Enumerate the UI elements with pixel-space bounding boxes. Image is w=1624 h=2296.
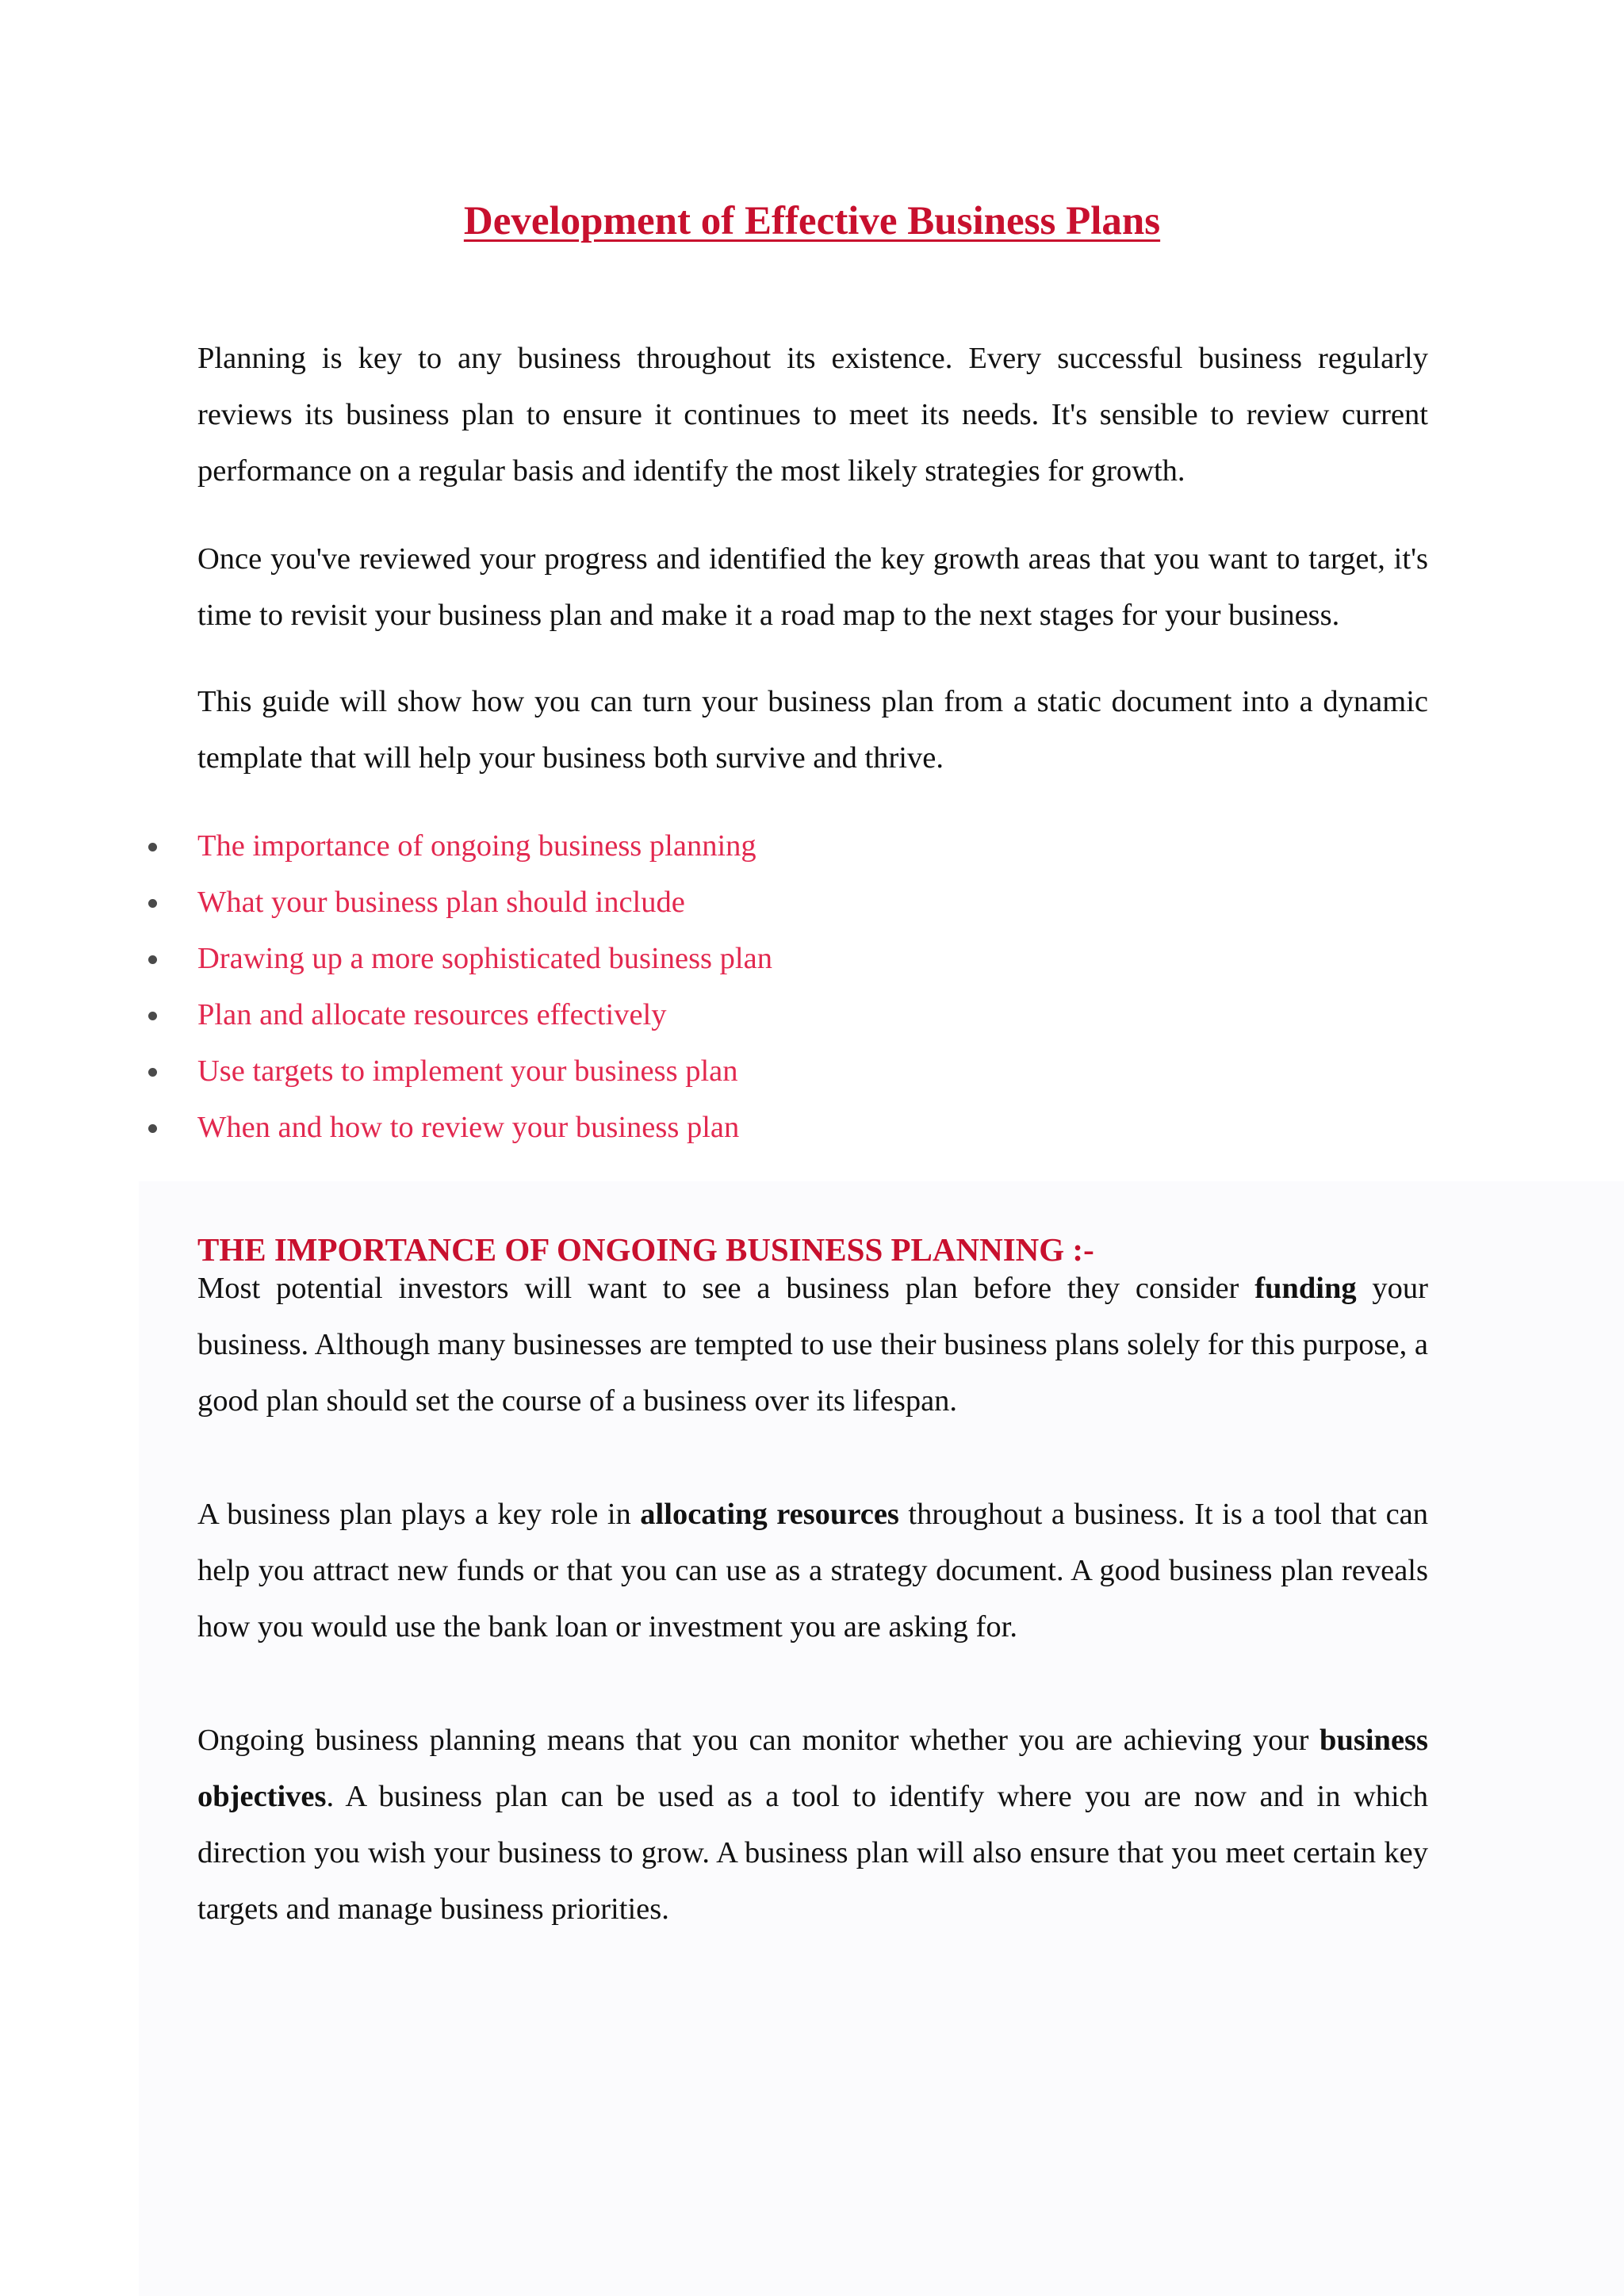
topic-link-review-plan[interactable]: When and how to review your business plan [197, 1111, 740, 1144]
section-paragraph-3 [197, 1712, 1428, 1938]
intro-paragraph-1: Planning is key to any business throughout its existence. Every successful business regularly reviews its business plan to ensure it continues to meet its needs. It's sensible to review current performance on a regular basis and identify the most likely strategies for growth. [197, 342, 1428, 488]
section-paragraph-1 [197, 1261, 1428, 1429]
text-run: your business. Although many businesses are tempted to use their business plans solely for this purpose, a good plan should set the course of a business over its lifespan. [197, 1272, 1428, 1418]
bold-term-allocating-resources: allocating resources [640, 1498, 899, 1531]
text-run: throughout a business. It is a tool that can help you attract new funds or that you can use as a strategy document. A good business plan reveals how you would use the bank loan or investment you are asking for. [197, 1498, 1429, 1644]
intro-paragraph-3: This guide will show how you can turn your business plan from a static document into a dynamic template that will help your business both survive and thrive. [197, 685, 1428, 775]
bold-term-funding: funding [1254, 1272, 1357, 1305]
bullet-icon [148, 1068, 157, 1077]
bold-term-business-objectives: business objectives [197, 1724, 1428, 1813]
section-paragraph-2 [197, 1487, 1428, 1655]
topic-link-allocate-resources[interactable]: Plan and allocate resources effectively [197, 998, 667, 1031]
bullet-icon [148, 1012, 157, 1020]
text-run: Ongoing business planning means that you can monitor whether you are achieving your [197, 1724, 1320, 1757]
topic-link-importance[interactable]: The importance of ongoing business planning [197, 829, 756, 863]
section-heading: THE IMPORTANCE OF ONGOING BUSINESS PLANNING :- [197, 1231, 1094, 1268]
topic-link-use-targets[interactable]: Use targets to implement your business plan [197, 1054, 738, 1088]
topic-link-sophisticated-plan[interactable]: Drawing up a more sophisticated business plan [197, 942, 772, 975]
document-title: Development of Effective Business Plans [463, 199, 1161, 243]
topic-link-what-to-include[interactable]: What your business plan should include [197, 886, 685, 919]
bullet-icon [148, 843, 157, 851]
text-run: A business plan plays a key role in [197, 1498, 641, 1531]
bullet-icon [148, 955, 157, 964]
text-run: . A business plan can be used as a tool to identify where you are now and in which direction you wish your business to grow. A business plan will also ensure that you meet certain key targets and manage business priorities. [197, 1780, 1428, 1926]
bullet-icon [148, 899, 157, 908]
bullet-icon [148, 1124, 157, 1133]
intro-paragraph-2: Once you've reviewed your progress and identified the key growth areas that you want to target, it's time to revisit your business plan and make it a road map to the next stages for your business. [197, 542, 1428, 632]
text-run: Most potential investors will want to see a business plan before they consider [197, 1272, 1255, 1305]
